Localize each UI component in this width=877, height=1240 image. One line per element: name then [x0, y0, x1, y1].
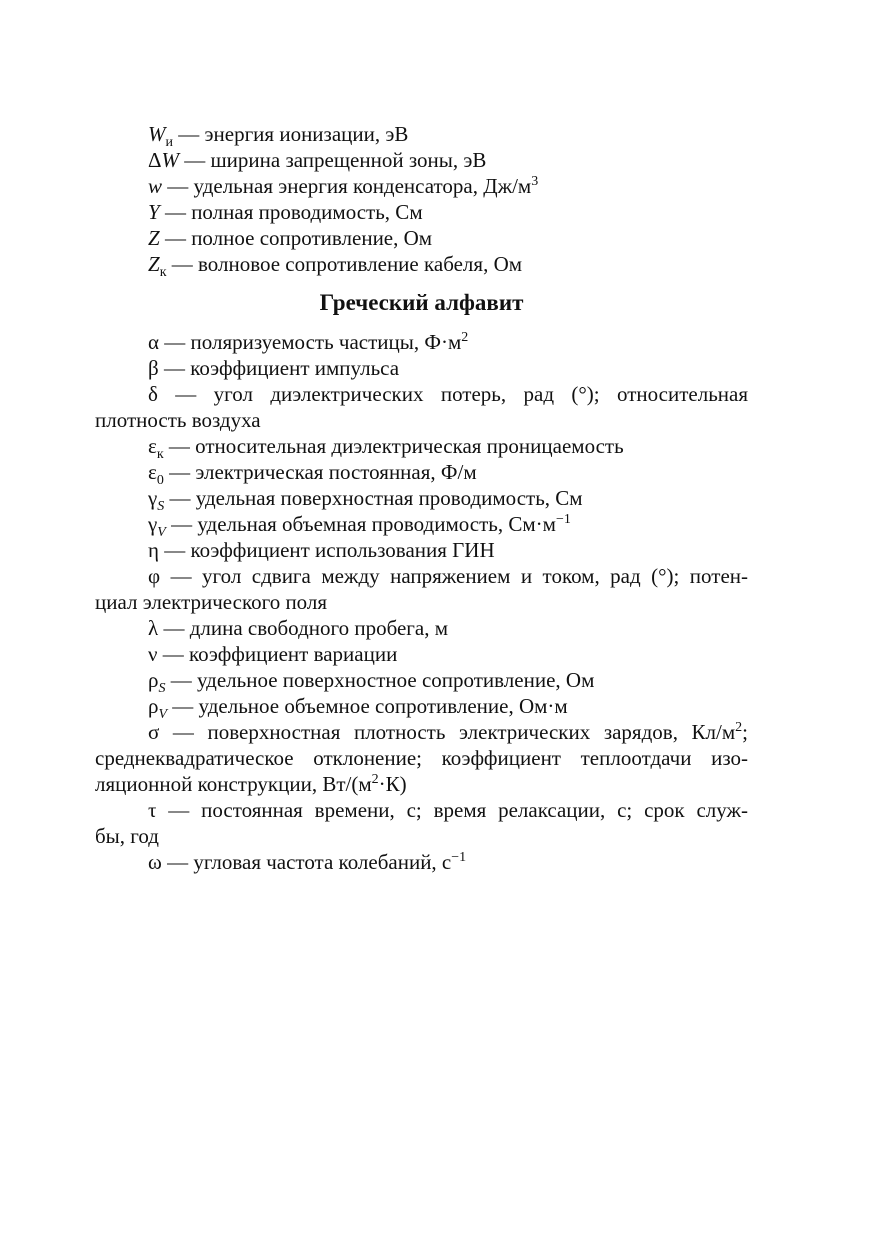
- list-item: [95, 459, 748, 488]
- symbol: γ: [148, 486, 158, 510]
- symbol: ρ: [148, 694, 159, 718]
- description: — длина свободного пробега, м: [158, 616, 449, 640]
- symbol: ρ: [148, 668, 159, 692]
- description: ляционной конструкции, Вт/(м: [95, 772, 372, 796]
- subscript: S: [158, 681, 166, 696]
- list-item: [95, 121, 748, 150]
- section-heading: Греческий алфавит: [319, 290, 524, 315]
- description: — поверхностная плотность электрических зарядов, Кл/м: [159, 720, 736, 744]
- list-item-continuation: [95, 589, 748, 615]
- description: — энергия ионизации, эВ: [173, 122, 409, 146]
- symbol: ν: [148, 642, 158, 666]
- description: — удельная энергия конденсатора, Дж/м: [162, 174, 532, 198]
- subscript: S: [157, 499, 165, 514]
- list-item: [95, 693, 748, 722]
- list-item: [95, 563, 748, 589]
- description: — удельная объемная проводимость, См·м: [165, 512, 556, 536]
- list-item: [95, 667, 748, 696]
- list-item: [95, 251, 748, 280]
- superscript: 3: [531, 174, 539, 189]
- symbol: γ: [148, 512, 158, 536]
- description: — удельное объемное сопротивление, Ом·м: [167, 694, 568, 718]
- subscript: к: [159, 265, 167, 280]
- symbol: W: [148, 122, 166, 146]
- list-item: [95, 433, 748, 462]
- description: плотность воздуха: [95, 408, 261, 432]
- list-item: [95, 355, 748, 381]
- latin-symbols-list: [95, 121, 748, 280]
- list-item: [95, 173, 748, 199]
- list-item: [95, 719, 748, 745]
- description: — угол сдвига между напряжением и током, рад (°); потен-: [160, 564, 748, 588]
- list-item: [95, 199, 748, 225]
- description: среднеквадратическое отклонение; коэффициент теплоотдачи изо-: [95, 746, 748, 770]
- description: — электрическая постоянная, Ф/м: [163, 460, 477, 484]
- symbol: δ: [148, 382, 158, 406]
- description: циал электрического поля: [95, 590, 328, 614]
- symbol: Y: [148, 200, 160, 224]
- greek-symbols-list: [95, 329, 748, 875]
- symbol: σ: [148, 720, 160, 744]
- description: — угловая частота колебаний, с: [161, 850, 452, 874]
- symbol-prefix: Δ: [148, 148, 162, 172]
- list-item: [95, 225, 748, 251]
- list-item: [95, 381, 748, 407]
- list-item-continuation: [95, 771, 748, 797]
- subscript: V: [157, 525, 166, 540]
- list-item-continuation: [95, 823, 748, 849]
- description: — постоянная времени, с; время релаксации, с; срок служ-: [156, 798, 748, 822]
- list-item-continuation: [95, 407, 748, 433]
- symbol: φ: [148, 564, 161, 588]
- description: — коэффициент импульса: [158, 356, 400, 380]
- subscript: и: [165, 135, 173, 150]
- list-item: [95, 537, 748, 563]
- description: — коэффициент использования ГИН: [158, 538, 495, 562]
- document-page: [95, 121, 748, 875]
- description: — удельное поверхностное сопротивление, Ом: [165, 668, 595, 692]
- subscript: 0: [156, 473, 164, 488]
- description-tail: ;: [742, 720, 748, 744]
- superscript: −1: [451, 850, 467, 865]
- symbol: τ: [148, 798, 157, 822]
- description: — волновое сопротивление кабеля, Ом: [166, 252, 523, 276]
- description: — полное сопротивление, Ом: [159, 226, 433, 250]
- superscript: 2: [371, 772, 379, 787]
- description: — угол диэлектрических потерь, рад (°); относительная: [157, 382, 748, 406]
- list-item: [95, 147, 748, 173]
- symbol: w: [148, 174, 163, 198]
- description: — удельная поверхностная проводимость, См: [164, 486, 583, 510]
- symbol: α: [148, 330, 160, 354]
- superscript: 2: [461, 330, 469, 345]
- symbol: β: [148, 356, 159, 380]
- symbol: ε: [148, 434, 157, 458]
- list-item: [95, 849, 748, 875]
- subscript: к: [156, 447, 164, 462]
- superscript: −1: [555, 512, 571, 527]
- symbol: ω: [148, 850, 162, 874]
- superscript: 2: [735, 720, 743, 735]
- description: — полная проводимость, См: [159, 200, 423, 224]
- description-tail: ·К): [378, 772, 407, 796]
- description: — коэффициент вариации: [157, 642, 398, 666]
- subscript: V: [158, 707, 168, 722]
- symbol: λ: [148, 616, 159, 640]
- description: бы, год: [95, 824, 159, 848]
- list-item: [95, 615, 748, 641]
- symbol: W: [161, 148, 180, 172]
- list-item: [95, 797, 748, 823]
- list-item: [95, 329, 748, 355]
- list-item: [95, 641, 748, 667]
- symbol: ε: [148, 460, 157, 484]
- list-item: [95, 511, 748, 540]
- symbol: Z: [148, 226, 160, 250]
- description: — ширина запрещенной зоны, эВ: [179, 148, 487, 172]
- symbol: Z: [148, 252, 160, 276]
- description: — поляризуемость частицы, Ф·м: [159, 330, 462, 354]
- description: — относительная диэлектрическая проницаемость: [163, 434, 624, 458]
- list-item: [95, 485, 748, 514]
- symbol: η: [148, 538, 159, 562]
- list-item-continuation: [95, 745, 748, 771]
